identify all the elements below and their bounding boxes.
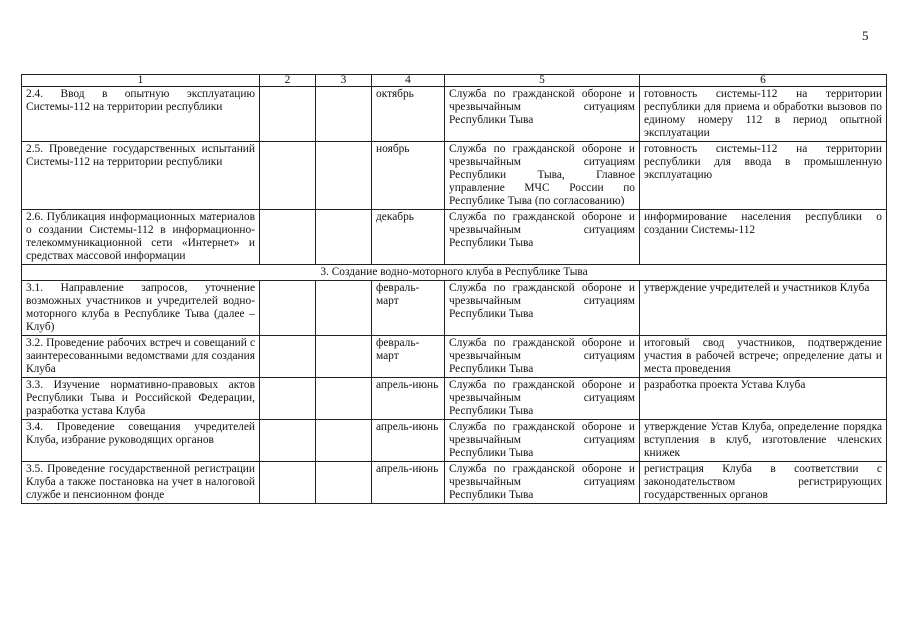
empty-cell bbox=[316, 87, 372, 142]
result-cell: регистрация Клуба в соответствии с законодательством регистрирующих государственных органов bbox=[640, 462, 887, 504]
task-cell: 3.2. Проведение рабочих встреч и совещаний с заинтересованными ведомствами для создания Клуба bbox=[22, 336, 260, 378]
table-row bbox=[22, 87, 887, 142]
table-row bbox=[22, 142, 887, 210]
result-cell: итоговый свод участников, подтверждение участия в рабочей встрече; определение даты и места проведения bbox=[640, 336, 887, 378]
header-cell: 1 bbox=[22, 75, 260, 87]
responsible-cell: Служба по гражданской обороне и чрезвычайным ситуациям Республики Тыва bbox=[445, 420, 640, 462]
responsible-cell: Служба по гражданской обороне и чрезвычайным ситуациям Республики Тыва bbox=[445, 336, 640, 378]
empty-cell bbox=[316, 462, 372, 504]
table-row bbox=[22, 281, 887, 336]
deadline-cell: апрель-июнь bbox=[372, 420, 445, 462]
section-title: 3. Создание водно-моторного клуба в Республике Тыва bbox=[22, 265, 887, 281]
empty-cell bbox=[260, 281, 316, 336]
empty-cell bbox=[260, 142, 316, 210]
task-cell: 3.5. Проведение государственной регистрации Клуба а также постановка на учет в налоговой службе и пенсионном фонде bbox=[22, 462, 260, 504]
plan-table bbox=[21, 74, 887, 504]
header-cell: 3 bbox=[316, 75, 372, 87]
empty-cell bbox=[316, 336, 372, 378]
task-cell: 3.3. Изучение нормативно-правовых актов Республики Тыва и Российской Федерации, разработка устава Клуба bbox=[22, 378, 260, 420]
result-cell: утверждение учредителей и участников Клуба bbox=[640, 281, 887, 336]
responsible-cell: Служба по гражданской обороне и чрезвычайным ситуациям Республики Тыва bbox=[445, 378, 640, 420]
deadline-cell: апрель-июнь bbox=[372, 378, 445, 420]
deadline-cell: апрель-июнь bbox=[372, 462, 445, 504]
responsible-cell: Служба по гражданской обороне и чрезвычайным ситуациям Республики Тыва bbox=[445, 87, 640, 142]
empty-cell bbox=[316, 210, 372, 265]
empty-cell bbox=[316, 142, 372, 210]
result-cell: утверждение Устав Клуба, определение порядка вступления в клуб, изготовление членских книжек bbox=[640, 420, 887, 462]
result-cell: готовность системы-112 на территории республики для приема и обработки вызовов по единому номеру 112 в период опытной эксплуатации bbox=[640, 87, 887, 142]
empty-cell bbox=[260, 336, 316, 378]
responsible-cell: Служба по гражданской обороне и чрезвычайным ситуациям Республики Тыва, Главное управление МЧС России по Республике Тыва (по согласованию) bbox=[445, 142, 640, 210]
deadline-cell: октябрь bbox=[372, 87, 445, 142]
header-cell: 4 bbox=[372, 75, 445, 87]
responsible-cell: Служба по гражданской обороне и чрезвычайным ситуациям Республики Тыва bbox=[445, 210, 640, 265]
table-row bbox=[22, 378, 887, 420]
section-row bbox=[22, 265, 887, 281]
task-cell: 3.4. Проведение совещания учредителей Клуба, избрание руководящих органов bbox=[22, 420, 260, 462]
task-cell: 3.1. Направление запросов, уточнение возможных участников и учредителей водно-моторного клуба в Республике Тыва (далее – Клуб) bbox=[22, 281, 260, 336]
table-row bbox=[22, 462, 887, 504]
empty-cell bbox=[316, 420, 372, 462]
responsible-cell: Служба по гражданской обороне и чрезвычайным ситуациям Республики Тыва bbox=[445, 281, 640, 336]
table-row bbox=[22, 420, 887, 462]
empty-cell bbox=[260, 378, 316, 420]
empty-cell bbox=[260, 87, 316, 142]
task-cell: 2.6. Публикация информационных материалов о создании Системы-112 в информационно-телекоммуникационной сети «Интернет» и средствах массовой информации bbox=[22, 210, 260, 265]
responsible-cell: Служба по гражданской обороне и чрезвычайным ситуациям Республики Тыва bbox=[445, 462, 640, 504]
empty-cell bbox=[316, 378, 372, 420]
empty-cell bbox=[316, 281, 372, 336]
deadline-cell: февраль-март bbox=[372, 336, 445, 378]
page-number: 5 bbox=[862, 28, 869, 43]
empty-cell bbox=[260, 420, 316, 462]
header-cell: 6 bbox=[640, 75, 887, 87]
header-row bbox=[22, 75, 887, 87]
empty-cell bbox=[260, 210, 316, 265]
deadline-cell: ноябрь bbox=[372, 142, 445, 210]
result-cell: готовность системы-112 на территории республики для ввода в промышленную эксплуатацию bbox=[640, 142, 887, 210]
result-cell: информирование населения республики о создании Системы-112 bbox=[640, 210, 887, 265]
header-cell: 5 bbox=[445, 75, 640, 87]
deadline-cell: февраль-март bbox=[372, 281, 445, 336]
table-row bbox=[22, 336, 887, 378]
header-cell: 2 bbox=[260, 75, 316, 87]
empty-cell bbox=[260, 462, 316, 504]
task-cell: 2.5. Проведение государственных испытаний Системы-112 на территории республики bbox=[22, 142, 260, 210]
table-row bbox=[22, 210, 887, 265]
task-cell: 2.4. Ввод в опытную эксплуатацию Системы-112 на территории республики bbox=[22, 87, 260, 142]
deadline-cell: декабрь bbox=[372, 210, 445, 265]
result-cell: разработка проекта Устава Клуба bbox=[640, 378, 887, 420]
